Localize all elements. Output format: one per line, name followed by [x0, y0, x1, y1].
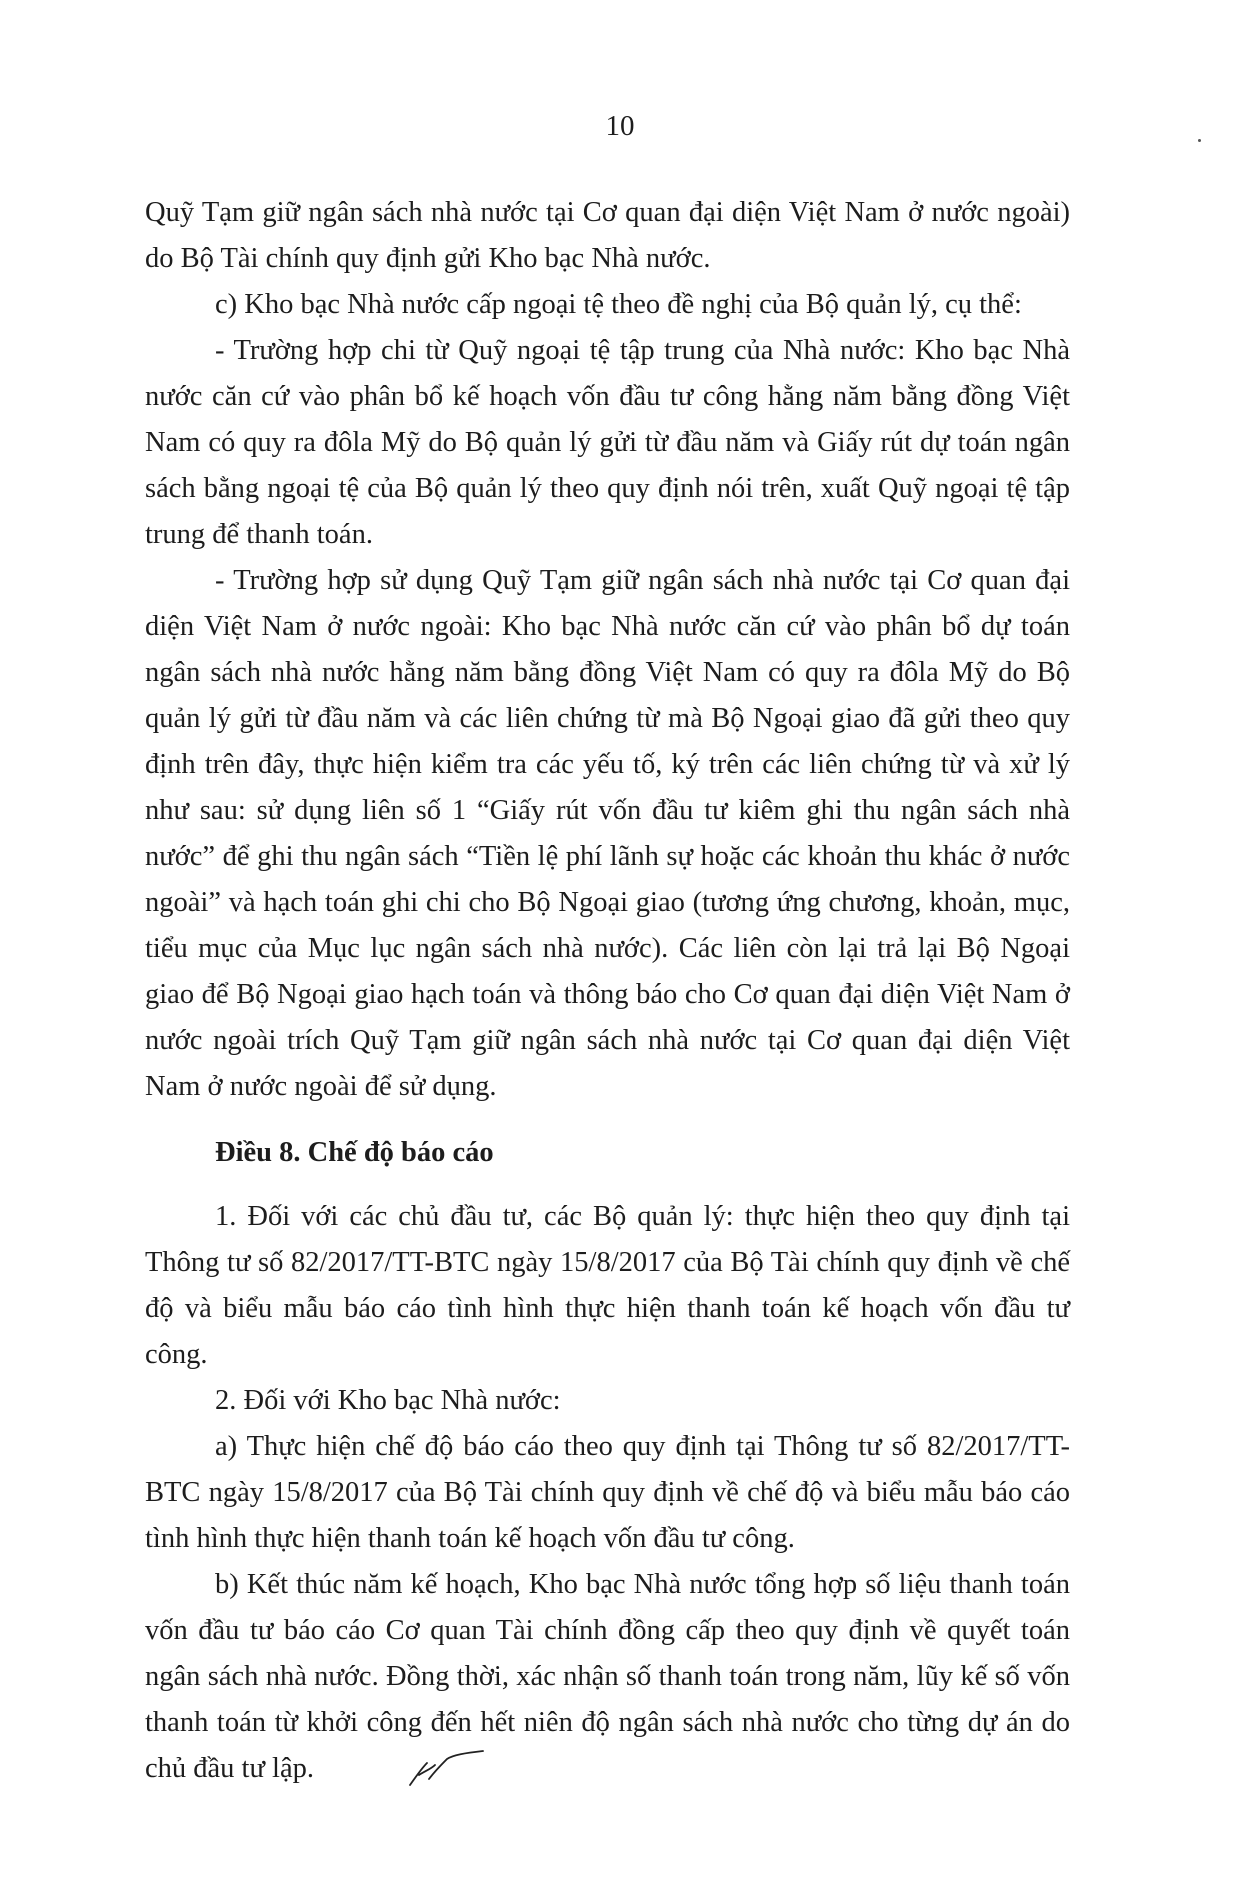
paragraph: b) Kết thúc năm kế hoạch, Kho bạc Nhà nước tổng hợp số liệu thanh toán vốn đầu tư báo cáo Cơ quan Tài chính đồng cấp theo quy định về quyết toán ngân sách nhà nước. Đồng thời, xác nhận số thanh toán trong năm, lũy kế số vốn thanh toán từ khởi công đến hết niên độ ngân sách nhà nước cho từng dự án do chủ đầu tư lập.: [145, 1569, 1070, 1784]
scan-speck: [1198, 139, 1201, 142]
page-number: 10: [605, 110, 635, 142]
paragraph: 2. Đối với Kho bạc Nhà nước:: [215, 1385, 561, 1416]
paragraph: 1. Đối với các chủ đầu tư, các Bộ quản lý: thực hiện theo quy định tại Thông tư số 82/2017/TT-BTC ngày 15/8/2017 của Bộ Tài chính quy định về chế độ và biểu mẫu báo cáo tình hình thực hiện thanh toán kế hoạch vốn đầu tư công.: [145, 1201, 1070, 1370]
article-heading: Điều 8. Chế độ báo cáo: [215, 1137, 494, 1168]
section-before-heading: [145, 190, 1070, 1110]
initials-signature: [405, 1745, 485, 1790]
paragraph: a) Thực hiện chế độ báo cáo theo quy định tại Thông tư số 82/2017/TT-BTC ngày 15/8/2017 của Bộ Tài chính quy định về chế độ và biểu mẫu báo cáo tình hình thực hiện thanh toán kế hoạch vốn đầu tư công.: [145, 1431, 1070, 1554]
paragraph: c) Kho bạc Nhà nước cấp ngoại tệ theo đề nghị của Bộ quản lý, cụ thể:: [215, 289, 1022, 320]
section-after-heading: [145, 1194, 1070, 1792]
paragraph: Quỹ Tạm giữ ngân sách nhà nước tại Cơ quan đại diện Việt Nam ở nước ngoài) do Bộ Tài chính quy định gửi Kho bạc Nhà nước.: [145, 197, 1070, 274]
paragraph: - Trường hợp sử dụng Quỹ Tạm giữ ngân sách nhà nước tại Cơ quan đại diện Việt Nam ở nước ngoài: Kho bạc Nhà nước căn cứ vào phân bổ dự toán ngân sách nhà nước hằng năm bằng đồng Việt Nam có quy ra đôla Mỹ do Bộ quản lý gửi từ đầu năm và các liên chứng từ mà Bộ Ngoại giao đã gửi theo quy định trên đây, thực hiện kiểm tra các yếu tố, ký trên các liên chứng từ và xử lý như sau: sử dụng liên số 1 “Giấy rút vốn đầu tư kiêm ghi thu ngân sách nhà nước” để ghi thu ngân sách “Tiền lệ phí lãnh sự hoặc các khoản thu khác ở nước ngoài” và hạch toán ghi chi cho Bộ Ngoại giao (tương ứng chương, khoản, mục, tiểu mục của Mục lục ngân sách nhà nước). Các liên còn lại trả lại Bộ Ngoại giao để Bộ Ngoại giao hạch toán và thông báo cho Cơ quan đại diện Việt Nam ở nước ngoài trích Quỹ Tạm giữ ngân sách nhà nước tại Cơ quan đại diện Việt Nam ở nước ngoài để sử dụng.: [145, 565, 1070, 1102]
document-body: [145, 190, 1070, 1792]
paragraph: - Trường hợp chi từ Quỹ ngoại tệ tập trung của Nhà nước: Kho bạc Nhà nước căn cứ vào phân bổ kế hoạch vốn đầu tư công hằng năm bằng đồng Việt Nam có quy ra đôla Mỹ do Bộ quản lý gửi từ đầu năm và Giấy rút dự toán ngân sách bằng ngoại tệ của Bộ quản lý theo quy định nói trên, xuất Quỹ ngoại tệ tập trung để thanh toán.: [145, 335, 1070, 550]
